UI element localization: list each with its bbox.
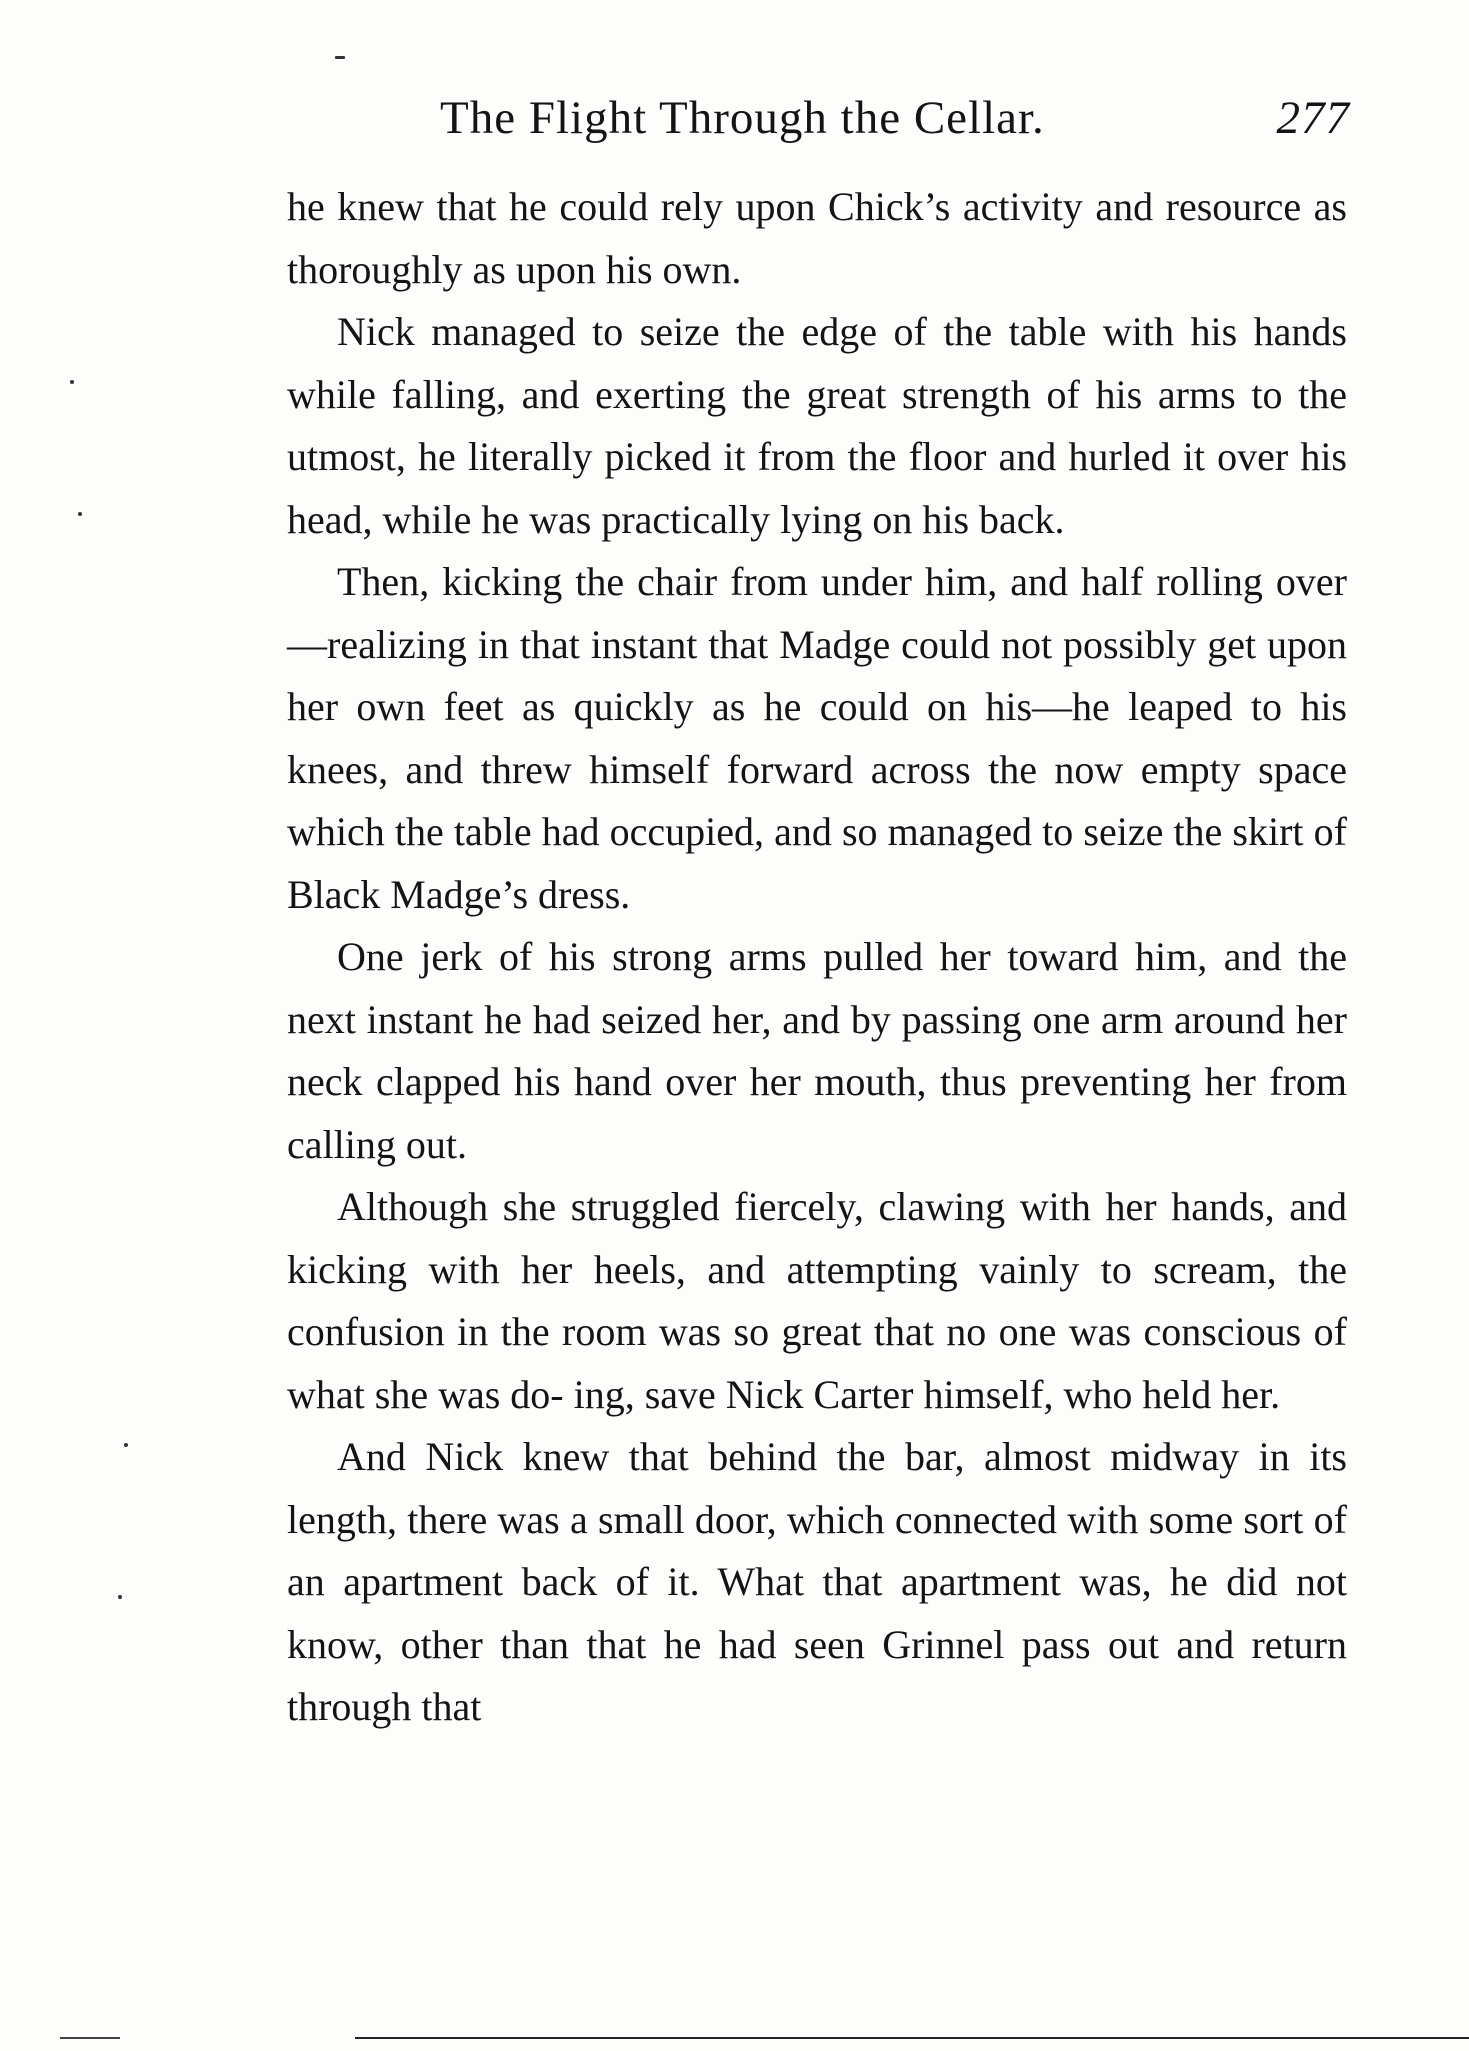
- paragraph: And Nick knew that behind the bar, almost midway in its length, there was a small door, which connected with some sort of an apartment back of it. What that apartment was, he did not know, other than that he had seen Grinnel pass out and return through that: [287, 1434, 1347, 1729]
- bottom-rule-left: [60, 2037, 120, 2039]
- scan-speck: [70, 380, 74, 384]
- paragraph: he knew that he could rely upon Chick’s activity and resource as thoroughly as upon his own.: [287, 184, 1347, 292]
- running-head: [440, 88, 1350, 148]
- paragraph: Although she struggled fiercely, clawing with her hands, and kicking with her heels, and attempting vainly to scream, the confusion in the room was so great that no one was conscious of what she was do- ing, save Nick Carter himself, who held her.: [287, 1184, 1347, 1417]
- scan-speck: [335, 56, 345, 59]
- paragraph: Nick managed to seize the edge of the table with his hands while falling, and exerting the great strength of his arms to the utmost, he literally picked it from the floor and hurled it over his head, while he was practically lying on his back.: [287, 309, 1347, 542]
- body-text: [287, 176, 1347, 1739]
- paragraph: Then, kicking the chair from under him, and half rolling over—realizing in that instant that Madge could not possibly get upon her own feet as quickly as he could on his—he leaped to his knees, and threw himself forward across the now empty space which the table had occupied, and so managed to seize the skirt of Black Madge’s dress.: [287, 559, 1347, 917]
- scan-speck: [124, 1443, 128, 1447]
- paragraph: One jerk of his strong arms pulled her toward him, and the next instant he had seized her, and by passing one arm around her neck clapped his hand over her mouth, thus preventing her from calling out.: [287, 934, 1347, 1167]
- scan-speck: [78, 512, 82, 516]
- page-number: 277: [1276, 92, 1350, 144]
- bottom-rule: [355, 2037, 1469, 2039]
- running-title: The Flight Through the Cellar.: [440, 92, 1045, 144]
- scan-speck: [118, 1595, 122, 1599]
